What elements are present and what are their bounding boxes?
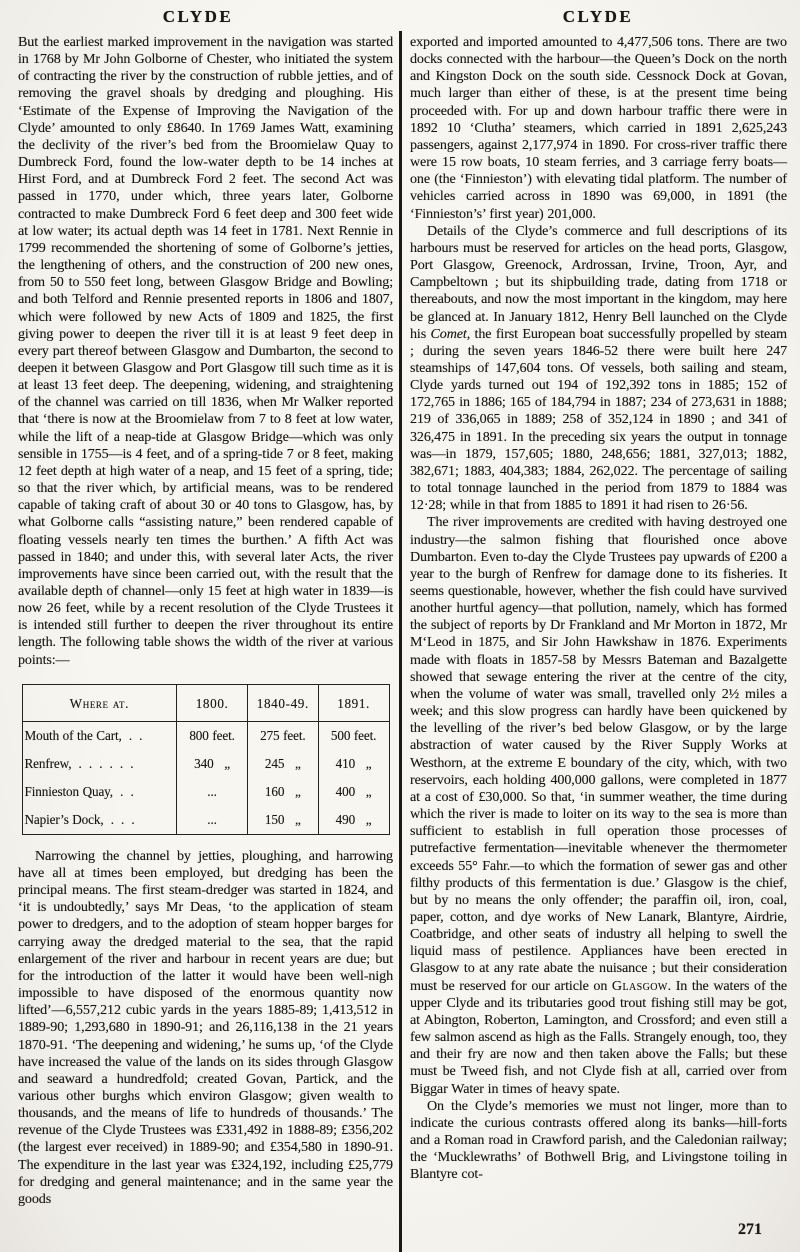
table-row: [22, 806, 389, 835]
glasgow-article-reference: Glasgow: [611, 977, 668, 994]
paragraph-commerce-shipbuilding: [410, 223, 787, 515]
river-width-table: [22, 684, 390, 835]
table-cell-place: Napier’s Dock, . . .: [24, 812, 135, 828]
table-header-1840-49: 1840-49.: [247, 684, 318, 721]
running-head-left: CLYDE: [162, 7, 234, 26]
table-cell-value: 400 „: [318, 778, 389, 806]
table-cell-value: 150 „: [247, 806, 318, 835]
paragraph-segment: , the first European boat successfully propelled by steam ; during the seven years 1846-52 there were built here 247 steamships of 147,604 tons. Of vessels, both sailing and steam, Clyde yards turned out 194 of 192,392 tons in 1885; 152 of 172,765 in 1886; 165 of 184,794 in 1887; 234 of 273,631 in 1888; 219 of 336,065 in 1889; 258 of 352,124 in 1890 ; and 341 of 326,475 in 1891. In the preceding six years the output in tonnage was—in 1879, 157,605; 1880, 248,656; 1881, 327,013; 1882, 382,671; 1883, 404,383; 1884, 262,022. The percentage of sailing to total tonnage launched in the period from 1879 to 1884 was 12·28; while in that from 1885 to 1891 it had risen to 26·56.: [410, 325, 787, 514]
paragraph-segment: The river improvements are credited with having destroyed one industry—the salmon fishing that flourished once above Dumbarton. Even to-day the Clyde Trustees pay upwards of £200 a year to the burgh of Renfrew for damage done to its fisheries. It seems questionable, however, whether the fish could have survived another hurtful agency—that pollution, namely, which has formed the subject of reports by Dr Frankland and Mr Morton in 1872, Mr M‘Leod in 1875, and Sir John Hawkshaw in 1876. Experiments made with floats in 1857-58 by Messrs Bateman and Bazalgette showed that sewage entering the river at the centre of the city, when the volume of water was small, travelled only 2½ miles a week; and this slow progress can hardly have been quickened by the levelling of the river’s bed below Glasgow, or by the large abstraction of water caused by the River Supply Works at Westhorn, at the extreme E boundary of the city, which, with two reservoirs, each holding 400,000 gallons, were completed in 1877 at a cost of £30,000. So that, ‘in summer weather, the time during which the river is made to loiter on its way to the sea is more than sufficient to establish in full operation those processes of putrefactive fermentation—inevitable whenever the thermometer exceeds 55° Fahr.—to which the formation of sewer gas and other filthy products of this fermentation is due.’ Glasgow is the chief, but by no means the only offender; the paraffin oil, iron, coal, paper, cotton, and dye works of New Lanark, Blantyre, Airdrie, Coatbridge, and other seats of industry all helping to swell the liquid mass of pestilence. Appliances have been erected in Glasgow to at any rate abate the nuisance ; but their consideration must be reserved for our article on: [410, 514, 787, 994]
table-cell-value: 245 „: [247, 750, 318, 778]
table-header-where-at: Where at.: [22, 684, 177, 721]
paragraph-dredging: Narrowing the channel by jetties, ploughing, and harrowing have all at times been employed, but dredging has been the principal means. The first steam-dredger was started in 1824, and ‘it is undoubtedly,’ says Mr Deas, ‘to the application of steam power to dredgers, and to the adoption of steam hopper barges for carrying away the dredged material to the sea, that the rapid enlargement of the river and harbour in recent years are due; but for the introduction of the latter it would have been well-nigh impossible to have disposed of the enormous quantity now lifted’—6,557,212 cubic yards in the years 1885-89; 1,413,512 in 1889-90; 1,293,680 in 1890-91; and 26,116,138 in the 21 years 1870-91. ‘The deepening and widening,’ he sums up, ‘of the Clyde have increased the value of the lands on its sides through Glasgow and seaward a hundredfold; created Govan, Partick, and the various other burghs which environ Glasgow; given wealth to thousands, and the means of life to hundreds of thousands.’ The revenue of the Clyde Trustees was £331,492 in 1888-89; £356,202 (the largest ever received) in 1889-90; and £354,580 in 1890-91. The expenditure in the last year was £324,192, including £25,779 for dredging and general maintenance; and in the same year the goods: [18, 847, 393, 1207]
running-head-right: CLYDE: [562, 7, 634, 26]
table-cell-value: 410 „: [318, 750, 389, 778]
paragraph-navigation-improvements: But the earliest marked improvement in the navigation was started in 1768 by Mr John Golborne of Chester, who initiated the system of contracting the river by the construction of rubble jetties, and of removing the gravel shoals by dredging and ploughing. His ‘Estimate of the Expense of Improving the Navigation of the Clyde’ amounted to only £8640. In 1769 James Watt, examining the declivity of the river’s bed from the Broomielaw Quay to Dumbreck Ford, found the low-water depth to be 14 inches at Hirst Ford, and at Dumbreck Ford 2 feet. The second Act was passed in 1770, under which, three years later, Golborne contracted to make Dumbreck Ford 6 feet deep and 300 feet wide at low water; its actual depth was 14 feet in 1781. Next Rennie in 1799 recommended the shortening of some of Golborne’s jetties, the lengthening of others, and the construction of 200 new ones, from 50 to 550 feet long, between Glasgow Bridge and Bowling; and both Telford and Rennie presented reports in 1806 and 1807, which were followed by new Acts of 1809 and 1825, the first giving power to deepen the river till it is at least 9 feet deep in every part thereof between Glasgow and Dumbarton, the second to deepen it between Glasgow and Port Glasgow till such time as it is at least 13 feet deep. The deepening, widening, and straightening of the channel was carried on till 1836, when Mr Walker reported that ‘there is now at the Broomielaw from 7 to 8 feet at low water, while the lift of a neap-tide at Glasgow Bridge—which was only sensible in 1755—is 4 feet, and of a spring-tide 7 or 8 feet, making 12 feet depth at high water of a neap, and 15 feet of a spring, tide; so that the river which, by artificial means, was to be rendered capable of taking craft of about 30 or 40 tons to Glasgow, has, by what Golborne calls “assisting nature,” been rendered capable of floating vessels nearly ten times the burthen.’ A fifth Act was passed in 1840; and under this, with several later Acts, the river improvements have since been carried out, with the result that the available depth of channel—only 15 feet at high water in 1839—is now 26 feet, while by a recent resolution of the Clyde Trustees it is intended still further to deepen the river throughout its entire length. The following table shows the width of the river at various points:—: [18, 34, 393, 668]
table-cell-place: Finnieston Quay, . .: [24, 784, 134, 800]
table-cell-value: ...: [177, 806, 248, 835]
table-cell-value: 160 „: [247, 778, 318, 806]
page-number: 271: [738, 1221, 762, 1238]
table-row: [22, 721, 389, 750]
table-cell-value: 800 feet.: [177, 721, 248, 750]
table-cell-place: Renfrew, . . . . . .: [24, 756, 134, 772]
paragraph-segment: . In the waters of the upper Clyde and its tributaries good trout fishing still may be got, at Abington, Roberton, Lamington, and Crossford; and even still a few salmon ascend as high as the Falls. Strangely enough, too, they and their fry are now and then taken above the Falls; but these must be Tweed fish, and not Clyde fish at all, carried over from Biggar Water in times of heavy spate.: [410, 977, 788, 1097]
column-divider-rule: [399, 31, 402, 1252]
right-column: [410, 34, 787, 1183]
paragraph-clyde-memories: On the Clyde’s memories we must not linger, more than to indicate the curious contrasts offered along its banks—hill-forts and a Roman road in Crawford parish, and the Caledonian railway; the ‘Mucklewraths’ of Bothwell Brig, and Livingstone toiling in Blantyre cot-: [410, 1097, 787, 1183]
comet-ship-name: Comet: [430, 325, 467, 342]
table-cell-place: Mouth of the Cart, . .: [24, 728, 143, 744]
table-header-row: [22, 684, 389, 721]
table-cell-value: ...: [177, 778, 248, 806]
table-cell-value: 490 „: [318, 806, 389, 835]
table-header-1891: 1891.: [318, 684, 389, 721]
table-header-1800: 1800.: [177, 684, 248, 721]
paragraph-salmon-pollution: [410, 514, 787, 1097]
table-row: [22, 778, 389, 806]
left-column: [18, 34, 393, 1208]
table-cell-value: 340 „: [177, 750, 248, 778]
paragraph-docks-traffic: exported and imported amounted to 4,477,506 tons. There are two docks connected with the harbour—the Queen’s Dock on the north and Kingston Dock on the south side. Cessnock Dock at Govan, much larger than either of these, is at the present time being proceeded with. For up and down harbour traffic there were in 1892 10 ‘Clutha’ steamers, which carried in 1891 2,625,243 passengers, against 2,177,974 in 1890. For cross-river traffic there were 15 row boats, 10 steam ferries, and 3 carriage ferry boats—one (the ‘Finnieston’) with elevating tidal platform. The number of vehicles carried across in 1890 was 69,000, in 1891 (the ‘Finnieston’s’ first year) 201,000.: [410, 34, 787, 222]
table-cell-value: 500 feet.: [318, 721, 389, 750]
table-row: [22, 750, 389, 778]
table-cell-value: 275 feet.: [247, 721, 318, 750]
paragraph-segment: Details of the Clyde’s commerce and full descriptions of its harbours must be reserved for articles on the head ports, Glasgow, Port Glasgow, Greenock, Ardrossan, Irvine, Troon, Ayr, and Campbeltown ; but its shipbuilding trade, dating from 1718 or thereabouts, and now the most important in the kingdom, may here be glanced at. In January 1812, Henry Bell launched on the Clyde his: [410, 222, 787, 342]
